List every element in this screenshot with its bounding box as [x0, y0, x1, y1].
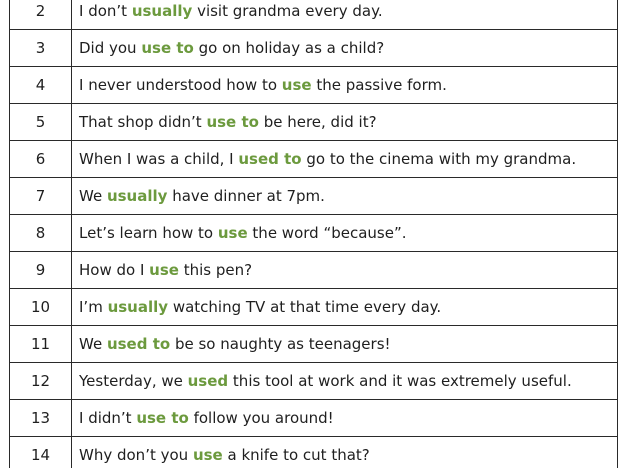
- sentence-cell: [72, 252, 618, 289]
- table-row: [10, 0, 618, 30]
- sentence-cell: [72, 289, 618, 326]
- sentence-text: How do I: [79, 261, 150, 279]
- row-number: 10: [10, 289, 72, 326]
- row-number: 9: [10, 252, 72, 289]
- sentence-text: I’m: [79, 298, 108, 316]
- table-row: [10, 104, 618, 141]
- sentence-text: the passive form.: [311, 76, 447, 94]
- sentence-text: be so naughty as teenagers!: [170, 335, 391, 353]
- sentence-text: go to the cinema with my grandma.: [301, 150, 577, 168]
- row-number: 11: [10, 326, 72, 363]
- sentence-text: Yesterday, we: [79, 372, 188, 390]
- table-row: [10, 326, 618, 363]
- row-number: 2: [10, 0, 72, 30]
- highlighted-word: use: [217, 224, 248, 242]
- sentence-text: When I was a child, I: [79, 150, 239, 168]
- sentence-text: I didn’t: [79, 409, 137, 427]
- sentence-cell: [72, 363, 618, 400]
- table-row: [10, 437, 618, 468]
- sentence-cell: [72, 30, 618, 67]
- highlighted-word: used: [187, 372, 229, 390]
- sentence-text: be here, did it?: [258, 113, 377, 131]
- sentence-text: We: [79, 335, 107, 353]
- sentence-text: follow you around!: [188, 409, 334, 427]
- row-number: 7: [10, 178, 72, 215]
- table-row: [10, 400, 618, 437]
- sentence-cell: [72, 141, 618, 178]
- highlighted-word: usually: [106, 187, 168, 205]
- highlighted-word: usually: [107, 298, 169, 316]
- table-row: [10, 67, 618, 104]
- sentence-text: this tool at work and it was extremely useful.: [228, 372, 572, 390]
- row-number: 3: [10, 30, 72, 67]
- table-row: [10, 252, 618, 289]
- sentence-text: I don’t: [79, 2, 132, 20]
- highlighted-word: used to: [238, 150, 302, 168]
- row-number: 13: [10, 400, 72, 437]
- table-row: [10, 289, 618, 326]
- row-number: 4: [10, 67, 72, 104]
- sentence-cell: [72, 0, 618, 30]
- sentence-text: Did you: [79, 39, 142, 57]
- row-number: 5: [10, 104, 72, 141]
- highlighted-word: use: [149, 261, 179, 279]
- highlighted-word: used to: [106, 335, 171, 353]
- exercise-table: [9, 0, 618, 468]
- highlighted-word: use to: [136, 409, 189, 427]
- sentence-text: have dinner at 7pm.: [167, 187, 325, 205]
- sentence-text: We: [79, 187, 107, 205]
- row-number: 14: [10, 437, 72, 468]
- sentence-text: I never understood how to: [79, 76, 282, 94]
- row-number: 12: [10, 363, 72, 400]
- table-row: [10, 215, 618, 252]
- sentence-text: the word “because”.: [247, 224, 407, 242]
- sentence-cell: [72, 400, 618, 437]
- sentence-cell: [72, 104, 618, 141]
- row-number: 8: [10, 215, 72, 252]
- table-row: [10, 363, 618, 400]
- table-row: [10, 141, 618, 178]
- table-row: [10, 30, 618, 67]
- sentence-text: this pen?: [178, 261, 253, 279]
- sentence-text: visit grandma every day.: [192, 2, 383, 20]
- sentence-cell: [72, 437, 618, 468]
- sentence-cell: [72, 67, 618, 104]
- row-number: 6: [10, 141, 72, 178]
- sentence-cell: [72, 178, 618, 215]
- sentence-text: Let’s learn how to: [79, 224, 218, 242]
- highlighted-word: use: [281, 76, 312, 94]
- sentence-text: Why don’t you: [79, 446, 193, 464]
- highlighted-word: usually: [131, 2, 193, 20]
- sentence-text: go on holiday as a child?: [193, 39, 385, 57]
- exercise-table-body: [10, 0, 618, 468]
- highlighted-word: use: [192, 446, 223, 464]
- sentence-cell: [72, 215, 618, 252]
- highlighted-word: use to: [206, 113, 259, 131]
- table-row: [10, 178, 618, 215]
- highlighted-word: use to: [141, 39, 194, 57]
- sentence-text: watching TV at that time every day.: [168, 298, 442, 316]
- sentence-text: That shop didn’t: [79, 113, 207, 131]
- sentence-cell: [72, 326, 618, 363]
- sentence-text: a knife to cut that?: [222, 446, 370, 464]
